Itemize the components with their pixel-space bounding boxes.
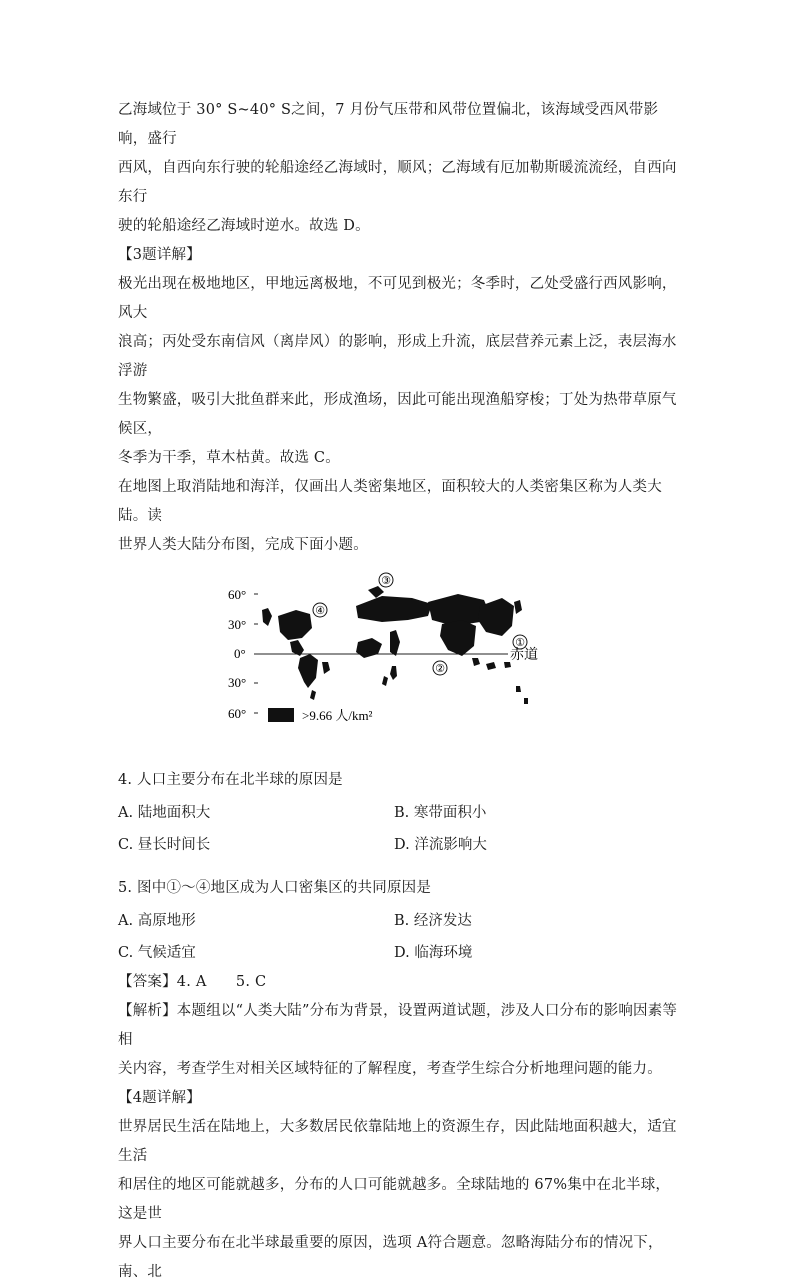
marker-1: ①	[515, 636, 525, 649]
paragraph-line: 西风，自西向东行驶的轮船途经乙海域时，顺风；乙海域有厄加勒斯暖流流经，自西向东行	[118, 160, 677, 205]
paragraph-line: 界人口主要分布在北半球最重要的原因，选项 A符合题意。忽略海陆分布的情况下，南、北	[118, 1235, 663, 1280]
question-5-options	[118, 907, 678, 968]
population-blobs	[262, 586, 528, 704]
blob-africa-nile	[390, 630, 400, 656]
blob-sa-south	[310, 690, 316, 700]
blob-africa-south	[382, 676, 388, 686]
lat-label-30n: 30°	[228, 617, 247, 632]
equator-label: 赤道	[510, 648, 538, 663]
paragraph-line: 和居住的地区可能就越多，分布的人口可能就越多。全球陆地的 67%集中在北半球，这是世	[118, 1177, 671, 1222]
paragraph-line: 生物繁盛，吸引大批鱼群来此，形成渔场，因此可能出现渔船穿梭；丁处为热带草原气候区，	[118, 392, 677, 437]
blob-europe	[356, 596, 432, 622]
paragraph-line: 极光出现在极地地区，甲地远离极地，不可见到极光；冬季时，乙处受盛行西风影响，风大	[118, 276, 677, 321]
blob-na-east	[278, 610, 312, 640]
q5-option-c: C. 气候适宜	[118, 945, 196, 961]
blob-india	[440, 620, 476, 656]
blob-australia-east	[516, 686, 521, 692]
paragraph-line: 乙海域位于 30° S~40° S之间，7 月份气压带和风带位置偏北，该海域受西风带影响，盛行	[118, 102, 659, 147]
paragraph-line: 在地图上取消陆地和海洋，仅画出人类密集地区，面积较大的人类密集区称为人类大陆。读	[118, 479, 662, 524]
paragraph-line: 冬季为干季，草木枯黄。故选 C。	[118, 450, 340, 466]
marker-4: ④	[315, 604, 325, 617]
paragraph-line: 驶的轮船途经乙海域时逆水。故选 D。	[118, 218, 370, 234]
section-3-title: 【3题详解】	[118, 247, 201, 263]
answer-line: 【答案】4. A 5. C	[118, 974, 267, 990]
analysis-line: 关内容，考查学生对相关区域特征的了解程度，考查学生综合分析地理问题的能力。	[118, 1061, 662, 1077]
section-4-title: 【4题详解】	[118, 1090, 201, 1106]
q4-option-b: B. 寒带面积小	[394, 805, 487, 821]
blob-sa-east	[322, 662, 330, 674]
q4-option-a: A. 陆地面积大	[118, 805, 211, 821]
q5-option-d: D. 临海环境	[394, 945, 473, 961]
paragraph-line: 浪高；丙处受东南信风（离岸风）的影响，形成上升流，底层营养元素上泛，表层海水浮游	[118, 334, 677, 379]
marker-3: ③	[381, 574, 391, 587]
question-4-options	[118, 799, 678, 860]
lat-label-0: 0°	[234, 646, 246, 661]
analysis-line: 【解析】本题组以“人类大陆”分布为背景，设置两道试题，涉及人口分布的影响因素等相	[118, 1003, 678, 1048]
marker-2: ②	[435, 662, 445, 675]
blob-sea-3	[504, 662, 511, 668]
lat-label-60s: 60°	[228, 706, 247, 721]
question-5-stem: 5. 图中①～④地区成为人口密集区的共同原因是	[118, 880, 432, 896]
blob-sa	[298, 654, 318, 688]
population-map-figure	[118, 566, 678, 756]
blob-australia-se	[524, 698, 528, 704]
blob-sea-2	[486, 662, 496, 670]
blob-japan	[514, 600, 522, 614]
blob-africa-east	[390, 666, 397, 680]
q5-option-b: B. 经济发达	[394, 913, 472, 929]
q4-option-d: D. 洋流影响大	[394, 837, 487, 853]
blob-sea-1	[472, 658, 480, 666]
paragraph-line: 世界人类大陆分布图，完成下面小题。	[118, 537, 368, 553]
lat-label-60n: 60°	[228, 587, 247, 602]
legend-text: >9.66 人/km²	[302, 708, 373, 723]
document-page	[118, 96, 678, 1287]
legend-swatch	[268, 708, 294, 722]
world-population-map	[218, 566, 558, 752]
q5-option-a: A. 高原地形	[118, 913, 196, 929]
question-4-stem: 4. 人口主要分布在北半球的原因是	[118, 772, 343, 788]
paragraph-line: 世界居民生活在陆地上，大多数居民依靠陆地上的资源生存，因此陆地面积越大，适宜生活	[118, 1119, 677, 1164]
lat-label-30s: 30°	[228, 675, 247, 690]
q4-option-c: C. 昼长时间长	[118, 837, 211, 853]
blob-africa-west	[356, 638, 382, 658]
blob-na-west	[262, 608, 272, 626]
